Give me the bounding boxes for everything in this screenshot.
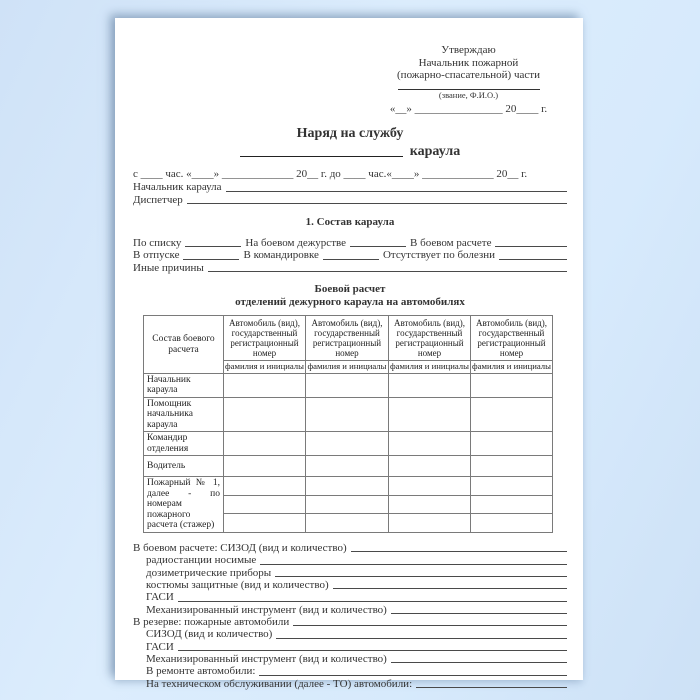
approval-date-line: «__» ________________ 20____ г. (389, 102, 548, 115)
table-cell-empty (224, 373, 306, 397)
dispatcher-blank-line (187, 203, 567, 204)
blank-line (208, 271, 567, 272)
document-subtitle-row (133, 144, 567, 159)
table-heading-1: Боевой расчет (314, 283, 386, 296)
table-heading-2: отделений дежурного караула на автомобилях (235, 295, 465, 308)
subheader-name-3: фамилия и инициалы (390, 361, 469, 372)
label-po-spisku: По списку (133, 236, 182, 249)
row-label-driver: Водитель (144, 456, 224, 477)
subheader-name-1: фамилия и инициалы (225, 361, 304, 372)
table-cell-empty (389, 495, 471, 514)
chief-field-row (133, 181, 567, 194)
blank-line (178, 650, 567, 651)
table-cell-empty (471, 514, 553, 533)
blank-line (416, 687, 567, 688)
duty-period-line: с ____ час. «____» _____________ 20__ г. до ____ час.«____» _____________ 20__ г. (133, 168, 528, 181)
approval-line-2: Начальник пожарной (418, 56, 519, 69)
approval-line-1: Утверждаю (441, 44, 496, 56)
label-v-otpuske: В отпуске (133, 249, 180, 262)
blank-line (323, 259, 379, 260)
table-row (144, 432, 553, 456)
label-v-boevom-raschete: В боевом расчете (410, 236, 492, 249)
blank-line (293, 625, 567, 626)
approval-line-3: (пожарно-спасательной) части (397, 69, 540, 82)
title-blank-line (240, 156, 403, 157)
blank-line (260, 564, 567, 565)
table-cell-empty (306, 477, 389, 496)
blank-line (499, 259, 567, 260)
row-label-firefighter: Пожарный № 1, далее - по номерам пожарного расчета (стажер) (144, 477, 224, 533)
document-page (115, 18, 583, 690)
table-cell-empty (471, 477, 553, 496)
blank-line (495, 246, 567, 247)
table-cell-empty (389, 432, 471, 456)
table-row (144, 477, 553, 496)
row-label-assistant-chief: Помощник начальника караула (144, 397, 224, 432)
roster-row-1 (133, 237, 567, 250)
label-inye-prichiny: Иные причины (133, 261, 204, 274)
table-cell-empty (224, 456, 306, 477)
table-cell-empty (306, 514, 389, 533)
dispatcher-field-row (133, 194, 567, 207)
equip-line-repair-vehicles: В ремонте автомобили: (133, 665, 567, 677)
table-row (144, 456, 553, 477)
blank-line (183, 259, 239, 260)
roster-row-3 (133, 262, 567, 275)
table-cell-empty (389, 397, 471, 432)
equipment-block (133, 542, 567, 690)
equip-line-protective-suits: костюмы защитные (вид и количество) (133, 579, 567, 591)
table-row (144, 397, 553, 432)
row-label-squad-commander: Командир отделения (144, 432, 224, 456)
equip-line-reserve-mech-tools: Механизированный инструмент (вид и количество) (133, 653, 567, 665)
col-header-crew: Состав боевого расчета (144, 316, 224, 374)
table-header-row (144, 316, 553, 361)
blank-line (259, 675, 567, 676)
table-cell-empty (224, 397, 306, 432)
row-label-chief: Начальник караула (144, 373, 224, 397)
equip-line-combat-sizod: В боевом расчете: СИЗОД (вид и количество) (133, 542, 567, 554)
table-cell-empty (471, 373, 553, 397)
label-na-boevom-dezhurstve: На боевом дежурстве (245, 236, 347, 249)
col-header-vehicle-4: Автомобиль (вид), государственный регистрационный номер (471, 316, 553, 361)
table-cell-empty (389, 456, 471, 477)
table-cell-empty (306, 456, 389, 477)
equip-line-reserve-sizod: СИЗОД (вид и количество) (133, 628, 567, 640)
col-header-vehicle-1: Автомобиль (вид), государственный регистрационный номер (224, 316, 306, 361)
equip-line-maintenance-vehicles: На техническом обслуживании (далее - ТО) автомобили: (133, 678, 567, 690)
table-cell-empty (224, 432, 306, 456)
table-cell-empty (224, 495, 306, 514)
approval-block (376, 44, 561, 115)
table-cell-empty (389, 477, 471, 496)
equip-line-gasi: ГАСИ (133, 591, 567, 603)
label-otsutstvuet-po-bolezni: Отсутствует по болезни (382, 249, 496, 262)
blank-line (276, 638, 567, 639)
document-title: Наряд на службу (296, 126, 404, 142)
table-cell-empty (306, 373, 389, 397)
document-subtitle: караула (409, 144, 461, 160)
col-header-vehicle-3: Автомобиль (вид), государственный регистрационный номер (389, 316, 471, 361)
combat-crew-table (143, 315, 553, 533)
table-cell-empty (471, 456, 553, 477)
table-cell-empty (306, 432, 389, 456)
blank-line (351, 551, 567, 552)
blank-line (391, 613, 567, 614)
blank-line (350, 246, 406, 247)
signature-hint: (звание, Ф.И.О.) (438, 89, 499, 100)
equip-line-radios: радиостанции носимые (133, 554, 567, 566)
table-cell-empty (471, 432, 553, 456)
table-cell-empty (471, 495, 553, 514)
table-cell-empty (224, 514, 306, 533)
table-cell-empty (224, 477, 306, 496)
table-cell-empty (471, 397, 553, 432)
label-v-komandirovke: В командировке (243, 249, 319, 262)
table-cell-empty (389, 514, 471, 533)
table-cell-empty (389, 373, 471, 397)
subheader-name-4: фамилия и инициалы (472, 361, 551, 372)
equip-line-reserve-vehicles: В резерве: пожарные автомобили (133, 616, 567, 628)
table-row (144, 373, 553, 397)
roster-row-2 (133, 249, 567, 262)
chief-field-label: Начальник караула (133, 180, 222, 193)
equip-line-reserve-gasi: ГАСИ (133, 641, 567, 653)
chief-blank-line (226, 191, 567, 192)
blank-line (333, 588, 567, 589)
blank-line (185, 246, 241, 247)
table-cell-empty (306, 495, 389, 514)
subheader-name-2: фамилия и инициалы (306, 361, 389, 374)
blank-line (275, 576, 567, 577)
dispatcher-field-label: Диспетчер (133, 193, 183, 206)
table-cell-empty (306, 397, 389, 432)
blank-line (178, 601, 567, 602)
equip-line-mech-tools: Механизированный инструмент (вид и количество) (133, 604, 567, 616)
col-header-vehicle-2: Автомобиль (вид), государственный регистрационный номер (306, 316, 389, 361)
section1-heading: 1. Состав караула (305, 216, 395, 229)
equip-line-dosimeters: дозиметрические приборы (133, 567, 567, 579)
blank-line (391, 662, 567, 663)
